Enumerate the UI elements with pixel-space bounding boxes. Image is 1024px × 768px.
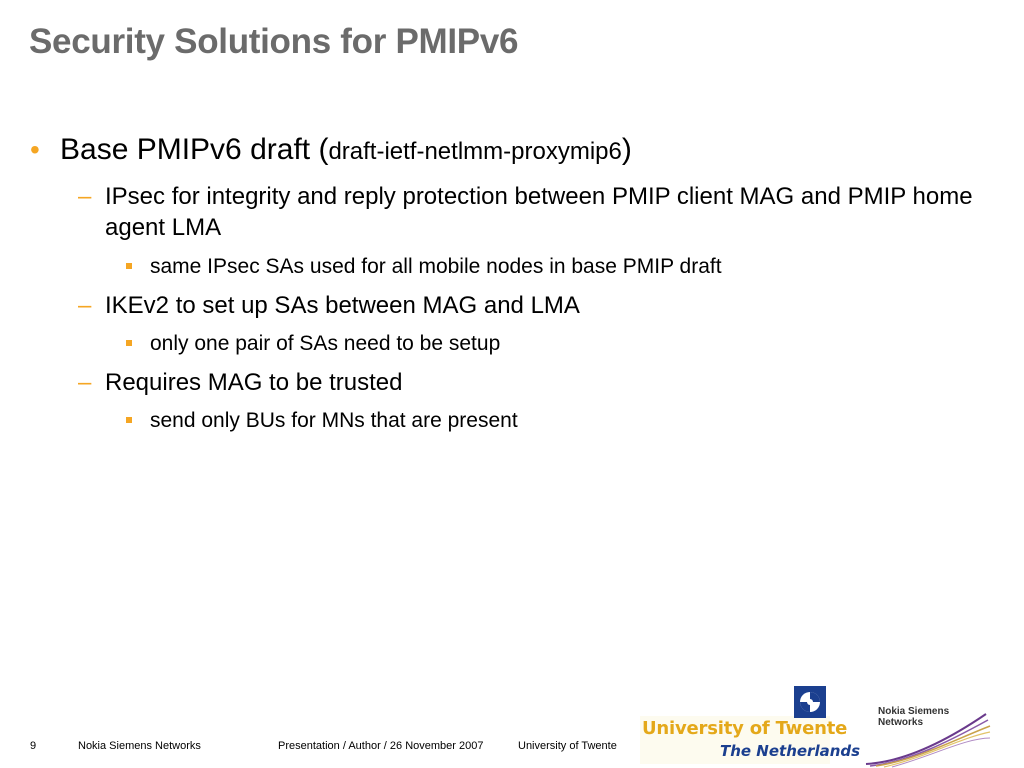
bullet-text — [60, 132, 632, 170]
logo-area — [640, 684, 1000, 768]
square-bullet-icon — [126, 340, 132, 346]
bullet-close-paren: ) — [621, 133, 632, 166]
footer-presentation: Presentation / Author / 26 November 2007 — [278, 740, 484, 752]
footer-university: University of Twente — [518, 740, 617, 752]
square-bullet-icon — [126, 417, 132, 423]
subsubitem-text: only one pair of SAs need to be setup — [150, 332, 501, 355]
subsubitem-text: same IPsec SAs used for all mobile nodes in base PMIP draft — [150, 255, 722, 278]
draft-name: draft-ietf-netlmm-proxymip6 — [328, 138, 622, 165]
square-bullet-icon — [126, 263, 132, 269]
dash-icon: – — [78, 183, 92, 210]
ut-logo — [640, 716, 861, 764]
nsn-logo-line1: Nokia Siemens — [878, 706, 950, 717]
subitem-text: Requires MAG to be trusted — [105, 369, 403, 396]
subitem-text: IKEv2 to set up SAs between MAG and LMA — [105, 292, 580, 319]
bullet-main-text: Base PMIPv6 draft ( — [60, 133, 329, 166]
ut-logo-line1: University of Twente — [642, 718, 848, 739]
slide-title: Security Solutions for PMIPv6 — [29, 22, 519, 61]
subsubitem-text: send only BUs for MNs that are present — [150, 409, 518, 432]
footer-page-number: 9 — [30, 740, 37, 752]
dash-icon: – — [78, 369, 92, 396]
nsn-logo-line2: Networks — [878, 717, 924, 728]
ut-emblem-icon — [792, 684, 828, 720]
subitem-text: IPsec for integrity and reply protection between PMIP client MAG and PMIP home agent LMA — [105, 183, 973, 241]
nsn-logo-text — [878, 706, 949, 728]
ut-logo-line2: The Netherlands — [720, 742, 861, 760]
dash-icon: – — [78, 292, 92, 319]
bullet-dot-icon: • — [30, 134, 40, 165]
footer-company: Nokia Siemens Networks — [78, 740, 201, 752]
